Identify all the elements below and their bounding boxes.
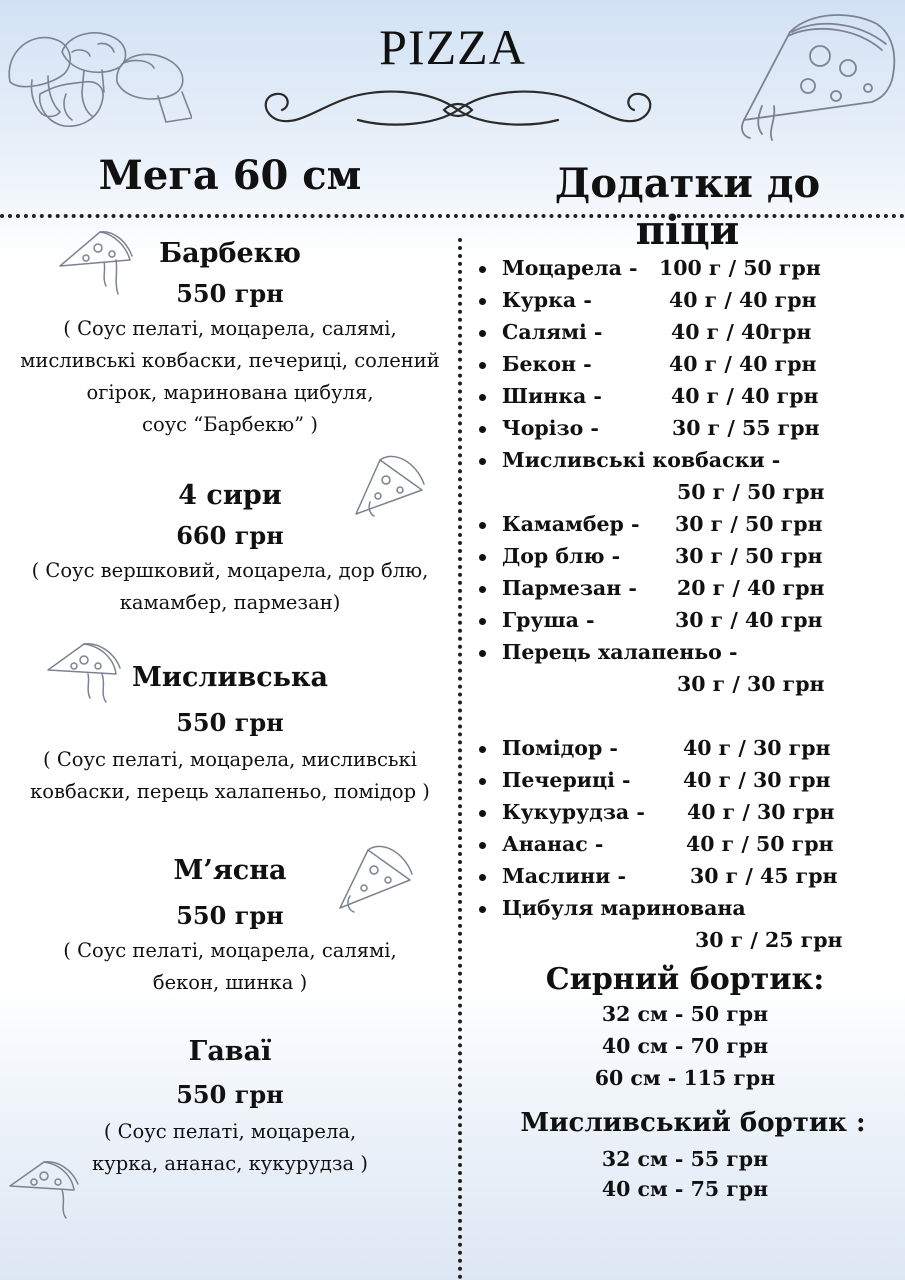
topping-name: Моцарела - [502, 256, 638, 280]
toppings-heading: Додатки до піци [554, 160, 821, 254]
list-item [475, 540, 895, 572]
pizza-name: 4 сири [178, 480, 282, 511]
topping-value: 50 г / 50 грн [677, 480, 825, 504]
description-line: ( Соус вершковий, моцарела, дор блю, [31, 559, 429, 582]
description-line: ( Соус пелаті, моцарела, [103, 1120, 357, 1143]
topping-value: 30 г / 50 грн [675, 512, 823, 536]
topping-value: 40 г / 40грн [671, 320, 812, 344]
list-item [475, 252, 895, 284]
topping-name: Дор блю - [502, 544, 621, 568]
topping-value: 40 г / 40 грн [669, 288, 817, 312]
description-line: ( Соус пелаті, моцарела, салямі, [63, 939, 397, 962]
topping-value: 40 г / 50 грн [686, 832, 834, 856]
description-line: бекон, шинка ) [152, 971, 308, 994]
description-line: курка, ананас, кукурудза ) [92, 1152, 368, 1175]
mega-heading: Мега 60 см [98, 152, 362, 199]
pizza-price: 550 грн [176, 1080, 284, 1109]
page-title: PIZZA [379, 19, 526, 75]
topping-value: 40 г / 30 грн [683, 768, 831, 792]
topping-name: Груша - [502, 608, 595, 632]
pizza-description [0, 313, 460, 441]
description-line: ковбаски, перець халапеньо, помідор ) [30, 780, 430, 803]
topping-name: Чорізо - [502, 416, 599, 440]
list-item [475, 380, 895, 412]
cheese-crust-title: Сирний бортик: [545, 962, 825, 997]
description-line: огірок, маринована цибуля, [86, 381, 374, 404]
topping-name: Бекон - [502, 352, 592, 376]
list-item [475, 732, 895, 764]
pizza-description [0, 1116, 460, 1180]
topping-name: Салямі - [502, 320, 603, 344]
cheese-crust-row: 32 см - 50 грн [601, 1002, 769, 1026]
topping-name: Шинка - [502, 384, 602, 408]
topping-value: 40 г / 40 грн [669, 352, 817, 376]
topping-value: 40 г / 30 грн [683, 736, 831, 760]
list-item [475, 668, 895, 700]
cheese-crust-row: 40 см - 70 грн [601, 1034, 769, 1058]
description-line: соус “Барбекю” ) [142, 413, 318, 436]
list-item [475, 892, 895, 924]
pizza-item [0, 1036, 460, 1180]
list-item [475, 284, 895, 316]
pizza-price: 550 грн [176, 279, 284, 308]
pizza-item [0, 662, 460, 808]
topping-name: Перець халапеньо - [502, 640, 738, 664]
list-item [475, 572, 895, 604]
topping-value: 30 г / 30 грн [677, 672, 825, 696]
pizza-item [0, 480, 460, 619]
hunter-crust-title: Мисливський бортик : [520, 1108, 866, 1138]
list-item [475, 796, 895, 828]
pizza-description [0, 935, 460, 999]
list-item [475, 764, 895, 796]
topping-name: Цибуля маринована [502, 896, 746, 920]
topping-name: Помідор - [502, 736, 618, 760]
pizza-price: 550 грн [176, 901, 284, 930]
pizza-name: Барбекю [159, 238, 301, 269]
hunter-crust-row: 40 см - 75 грн [601, 1177, 769, 1201]
topping-value: 30 г / 55 грн [672, 416, 820, 440]
topping-value: 100 г / 50 грн [659, 256, 821, 280]
topping-value: 40 г / 30 грн [687, 800, 835, 824]
description-line: ( Соус пелаті, моцарела, мисливські [43, 748, 417, 771]
pizza-description [0, 555, 460, 619]
list-item [475, 860, 895, 892]
pizza-description [0, 744, 460, 808]
description-line: мисливські ковбаски, печериці, солений [20, 349, 440, 372]
topping-name: Маслини - [502, 864, 626, 888]
list-item [475, 508, 895, 540]
horizontal-dotted-divider [0, 214, 905, 218]
flourish-divider-icon [258, 86, 658, 132]
cheese-crust-row: 60 см - 115 грн [594, 1066, 776, 1090]
pizza-price: 550 грн [176, 708, 284, 737]
list-item [475, 828, 895, 860]
pizza-name: М’ясна [173, 855, 287, 886]
pizza-item [0, 238, 460, 441]
topping-value: 40 г / 40 грн [671, 384, 819, 408]
toppings-list [475, 252, 895, 956]
topping-name: Камамбер - [502, 512, 640, 536]
pizza-item [0, 855, 460, 999]
list-item [475, 604, 895, 636]
topping-value: 30 г / 50 грн [675, 544, 823, 568]
topping-value: 30 г / 45 грн [690, 864, 838, 888]
list-item [475, 476, 895, 508]
topping-name: Пармезан - [502, 576, 637, 600]
list-item [475, 924, 895, 956]
topping-value: 30 г / 25 грн [695, 928, 843, 952]
list-item [475, 348, 895, 380]
description-line: ( Соус пелаті, моцарела, салямі, [63, 317, 397, 340]
hunter-crust-row: 32 см - 55 грн [601, 1147, 769, 1171]
topping-value: 30 г / 40 грн [675, 608, 823, 632]
topping-name: Ананас - [502, 832, 604, 856]
topping-name: Курка - [502, 288, 592, 312]
list-item [475, 444, 895, 476]
topping-name: Кукурудза - [502, 800, 645, 824]
list-item [475, 636, 895, 668]
pizza-name: Мисливська [132, 662, 328, 693]
pizza-name: Гаваї [188, 1036, 272, 1067]
topping-value: 20 г / 40 грн [677, 576, 825, 600]
pizza-price: 660 грн [176, 521, 284, 550]
list-item [475, 412, 895, 444]
description-line: камамбер, пармезан) [119, 591, 341, 614]
list-item [475, 316, 895, 348]
topping-name: Печериці - [502, 768, 631, 792]
list-spacer [475, 700, 895, 732]
topping-name: Мисливські ковбаски - [502, 448, 781, 472]
